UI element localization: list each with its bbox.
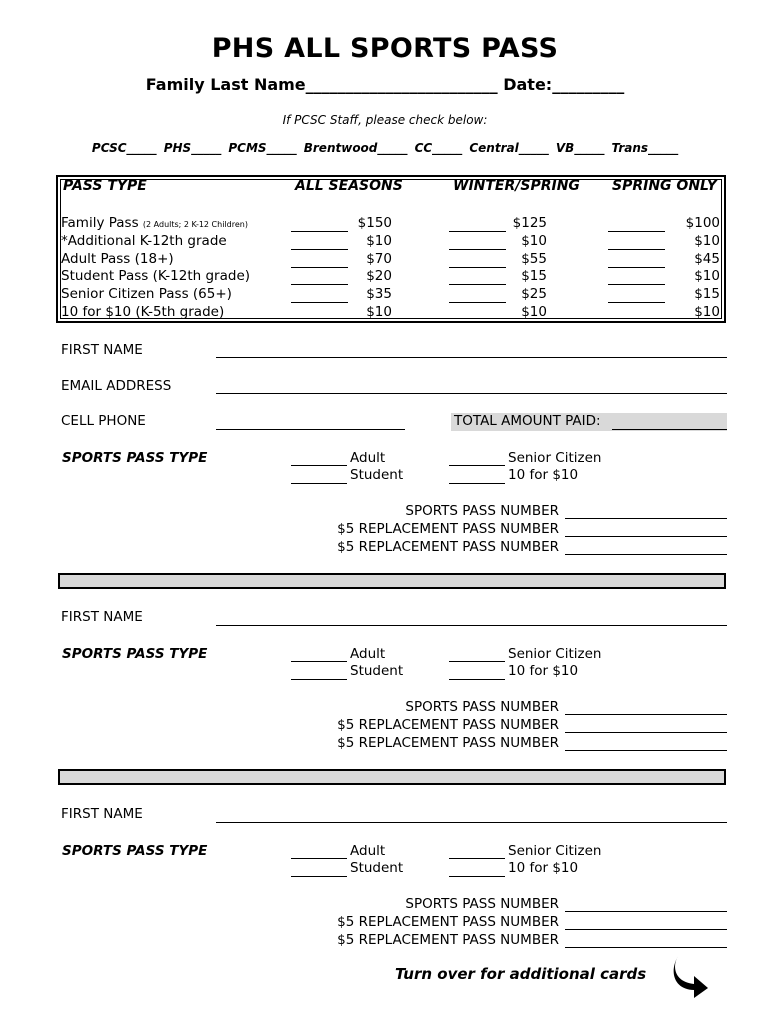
price-value: $45 — [694, 251, 720, 267]
quantity-blank[interactable] — [291, 267, 348, 268]
adult-blank[interactable] — [291, 858, 347, 859]
sports-pass-number-line[interactable] — [565, 714, 727, 715]
adult-blank[interactable] — [291, 465, 347, 466]
replacement-number-label: $5 REPLACEMENT PASS NUMBER — [337, 932, 559, 948]
curved-arrow-icon — [670, 952, 712, 1000]
option-ten-for-ten: 10 for $10 — [508, 663, 579, 679]
first-name-label: FIRST NAME — [61, 342, 143, 358]
price-value: $10 — [521, 304, 547, 320]
quantity-blank[interactable] — [449, 231, 506, 232]
family-name-date-line: Family Last Name________________________ Date:_________ — [145, 75, 625, 94]
header-spring-only: SPRING ONLY — [612, 178, 717, 194]
replacement-number-label: $5 REPLACEMENT PASS NUMBER — [337, 521, 559, 537]
replacement-number-label: $5 REPLACEMENT PASS NUMBER — [337, 717, 559, 733]
replacement-number-line[interactable] — [565, 947, 727, 948]
pass-row-label — [61, 304, 224, 320]
first-name-line[interactable] — [216, 625, 727, 626]
ten-for-ten-blank[interactable] — [449, 876, 505, 877]
sports-pass-number-line[interactable] — [565, 518, 727, 519]
section-divider-bar — [58, 769, 726, 785]
pass-row-label — [61, 233, 227, 249]
quantity-blank[interactable] — [608, 284, 665, 285]
pass-row-label — [61, 251, 174, 267]
pass-row-name: Student Pass (K-12th grade) — [61, 268, 251, 284]
first-name-label: FIRST NAME — [61, 806, 143, 822]
pass-row-label — [61, 286, 232, 302]
email-line[interactable] — [216, 393, 727, 394]
student-blank[interactable] — [291, 679, 347, 680]
pass-row-name: Adult Pass (18+) — [61, 251, 174, 267]
staff-note: If PCSC Staff, please check below: — [282, 113, 488, 127]
quantity-blank[interactable] — [291, 231, 348, 232]
price-value: $10 — [521, 233, 547, 249]
pass-row-label — [61, 215, 248, 231]
first-name-line[interactable] — [216, 357, 727, 358]
school-checklist: PCSC_____ PHS_____ PCMS_____ Brentwood_____ CC_____ Central_____ VB_____ Trans_____ — [91, 141, 679, 155]
senior-blank[interactable] — [449, 858, 505, 859]
senior-blank[interactable] — [449, 661, 505, 662]
adult-blank[interactable] — [291, 661, 347, 662]
ten-for-ten-blank[interactable] — [449, 483, 505, 484]
price-value: $20 — [366, 268, 392, 284]
quantity-blank[interactable] — [291, 249, 348, 250]
header-all-seasons: ALL SEASONS — [295, 178, 403, 194]
price-value: $10 — [694, 304, 720, 320]
senior-blank[interactable] — [449, 465, 505, 466]
quantity-blank[interactable] — [449, 284, 506, 285]
quantity-blank[interactable] — [608, 267, 665, 268]
sports-pass-type-label: SPORTS PASS TYPE — [62, 646, 208, 662]
replacement-number-line[interactable] — [565, 536, 727, 537]
option-senior: Senior Citizen — [508, 843, 602, 859]
option-student: Student — [350, 467, 404, 483]
option-ten-for-ten: 10 for $10 — [508, 860, 579, 876]
price-value: $15 — [521, 268, 547, 284]
pass-row-note: (2 Adults; 2 K-12 Children) — [142, 220, 248, 229]
first-name-line[interactable] — [216, 822, 727, 823]
sports-pass-number-label: SPORTS PASS NUMBER — [405, 699, 559, 715]
sports-pass-number-line[interactable] — [565, 911, 727, 912]
header-pass-type: PASS TYPE — [63, 178, 147, 194]
header-winter-spring: WINTER/SPRING — [453, 178, 580, 194]
price-value: $10 — [694, 268, 720, 284]
replacement-number-line[interactable] — [565, 732, 727, 733]
ten-for-ten-blank[interactable] — [449, 679, 505, 680]
quantity-blank[interactable] — [449, 267, 506, 268]
pass-row-name: 10 for $10 (K-5th grade) — [61, 304, 225, 320]
option-senior: Senior Citizen — [508, 450, 602, 466]
price-value: $70 — [366, 251, 392, 267]
sports-pass-number-label: SPORTS PASS NUMBER — [405, 896, 559, 912]
first-name-label: FIRST NAME — [61, 609, 143, 625]
section-divider-bar — [58, 573, 726, 589]
quantity-blank[interactable] — [608, 249, 665, 250]
price-value: $55 — [521, 251, 547, 267]
option-adult: Adult — [350, 646, 386, 662]
replacement-number-label: $5 REPLACEMENT PASS NUMBER — [337, 539, 559, 555]
sports-pass-type-label: SPORTS PASS TYPE — [62, 843, 208, 859]
pass-row-label — [61, 268, 250, 284]
student-blank[interactable] — [291, 876, 347, 877]
price-value: $10 — [366, 233, 392, 249]
replacement-number-label: $5 REPLACEMENT PASS NUMBER — [337, 735, 559, 751]
price-value: $125 — [512, 215, 547, 231]
option-ten-for-ten: 10 for $10 — [508, 467, 579, 483]
cell-phone-label: CELL PHONE — [61, 413, 146, 429]
email-label: EMAIL ADDRESS — [61, 378, 172, 394]
page-title: PHS ALL SPORTS PASS — [211, 33, 559, 64]
option-adult: Adult — [350, 843, 386, 859]
pass-row-name: Family Pass — [61, 215, 139, 231]
pass-row-name: Senior Citizen Pass (65+) — [61, 286, 232, 302]
pass-row-name: *Additional K-12th grade — [61, 233, 227, 249]
option-adult: Adult — [350, 450, 386, 466]
sports-pass-number-label: SPORTS PASS NUMBER — [405, 503, 559, 519]
option-senior: Senior Citizen — [508, 646, 602, 662]
total-amount-line[interactable] — [612, 429, 727, 430]
quantity-blank[interactable] — [608, 231, 665, 232]
sports-pass-type-label: SPORTS PASS TYPE — [62, 450, 208, 466]
replacement-number-label: $5 REPLACEMENT PASS NUMBER — [337, 914, 559, 930]
total-amount-label: TOTAL AMOUNT PAID: — [454, 413, 601, 429]
quantity-blank[interactable] — [449, 302, 506, 303]
price-value: $25 — [521, 286, 547, 302]
option-student: Student — [350, 663, 404, 679]
turn-over-note: Turn over for additional cards — [395, 965, 647, 983]
quantity-blank[interactable] — [291, 284, 348, 285]
price-value: $10 — [366, 304, 392, 320]
quantity-blank[interactable] — [449, 249, 506, 250]
replacement-number-line[interactable] — [565, 929, 727, 930]
replacement-number-line[interactable] — [565, 750, 727, 751]
price-value: $15 — [694, 286, 720, 302]
price-value: $10 — [694, 233, 720, 249]
student-blank[interactable] — [291, 483, 347, 484]
replacement-number-line[interactable] — [565, 554, 727, 555]
quantity-blank[interactable] — [608, 302, 665, 303]
cell-phone-line[interactable] — [216, 429, 405, 430]
option-student: Student — [350, 860, 404, 876]
quantity-blank[interactable] — [291, 302, 348, 303]
price-value: $35 — [366, 286, 392, 302]
price-value: $100 — [685, 215, 720, 231]
price-value: $150 — [357, 215, 392, 231]
